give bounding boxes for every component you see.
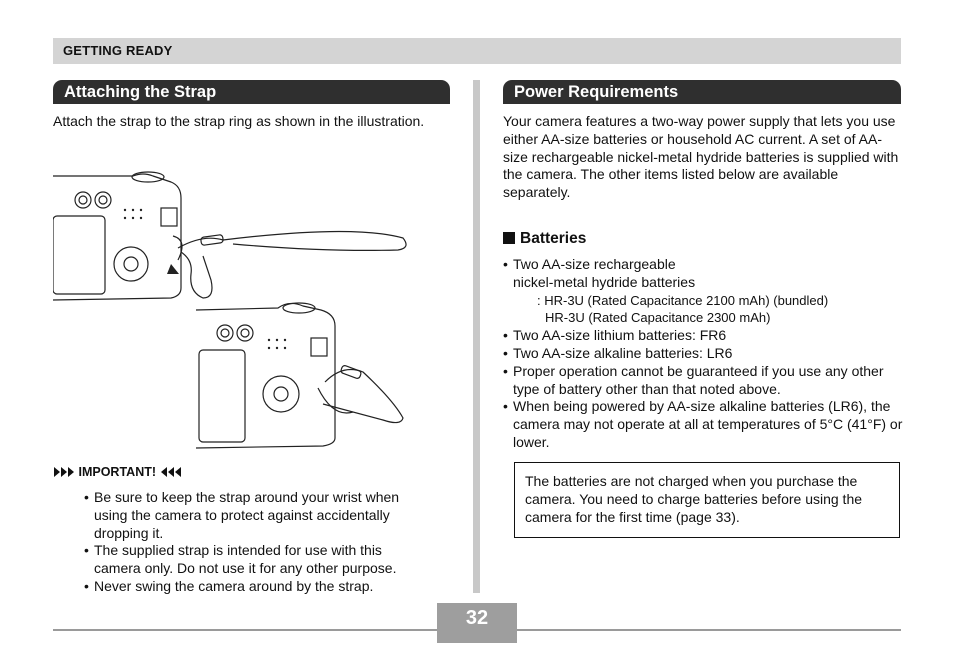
- square-bullet-icon: [503, 232, 515, 244]
- strap-intro-text: Attach the strap to the strap ring as shown in the illustration.: [53, 113, 425, 129]
- section-title: GETTING READY: [63, 43, 173, 58]
- battery-note-text: The batteries are not charged when you purchase the camera. You need to charge batteries before using the camera for the first time (page 33).: [525, 473, 863, 525]
- list-item: • Two AA-size rechargeable nickel-metal hydride batteries : HR-3U (Rated Capacitance 2100 mAh) (bundled) HR-3U (Rated Capacitance 2300 mAh): [503, 256, 903, 327]
- important-label: IMPORTANT!: [78, 465, 157, 479]
- batteries-heading: [503, 230, 586, 248]
- battery-spec-2: HR-3U (Rated Capacitance 2300 mAh): [545, 310, 771, 326]
- important-list: [84, 489, 429, 596]
- batteries-title: Batteries: [520, 230, 587, 247]
- attaching-strap-title: Attaching the Strap: [64, 83, 217, 101]
- important-arrows-left-icon: [53, 466, 75, 478]
- strap-illustration: [53, 168, 409, 450]
- power-requirements-heading: [503, 80, 901, 104]
- power-requirements-title: Power Requirements: [514, 83, 679, 101]
- battery-note-box: [514, 462, 900, 538]
- page-number: 32: [465, 607, 489, 629]
- list-item: • Never swing the camera around by the strap.: [84, 577, 374, 594]
- list-item: • Proper operation cannot be guaranteed if you use any other type of battery other than that noted above.: [503, 362, 884, 397]
- important-callout: [53, 465, 182, 479]
- list-item: • The supplied strap is intended for use with this camera only. Do not use it for any other purpose.: [84, 542, 397, 577]
- important-arrows-right-icon: [160, 466, 182, 478]
- battery-spec-1: : HR-3U (Rated Capacitance 2100 mAh) (bundled): [537, 292, 829, 308]
- battery-list: [503, 256, 903, 452]
- list-item: • Be sure to keep the strap around your wrist when using the camera to protect against accidentally dropping it.: [84, 489, 400, 541]
- power-intro-text: Your camera features a two-way power supply that lets you use either AA-size batteries or household AC current. A set of AA-size rechargeable nickel-metal hydride batteries is supplied with the camera. The other items listed below are available separately.: [503, 113, 899, 201]
- attaching-strap-heading: [53, 80, 450, 104]
- list-item: • Two AA-size alkaline batteries: LR6: [503, 344, 733, 361]
- list-item: • When being powered by AA-size alkaline batteries (LR6), the camera may not operate at all at temperatures of 5°C (41°F) or lower.: [503, 398, 903, 450]
- list-item: • Two AA-size lithium batteries: FR6: [503, 327, 727, 344]
- page-number-badge: [437, 603, 517, 643]
- column-divider: [473, 80, 480, 593]
- section-header-bar: [53, 38, 901, 64]
